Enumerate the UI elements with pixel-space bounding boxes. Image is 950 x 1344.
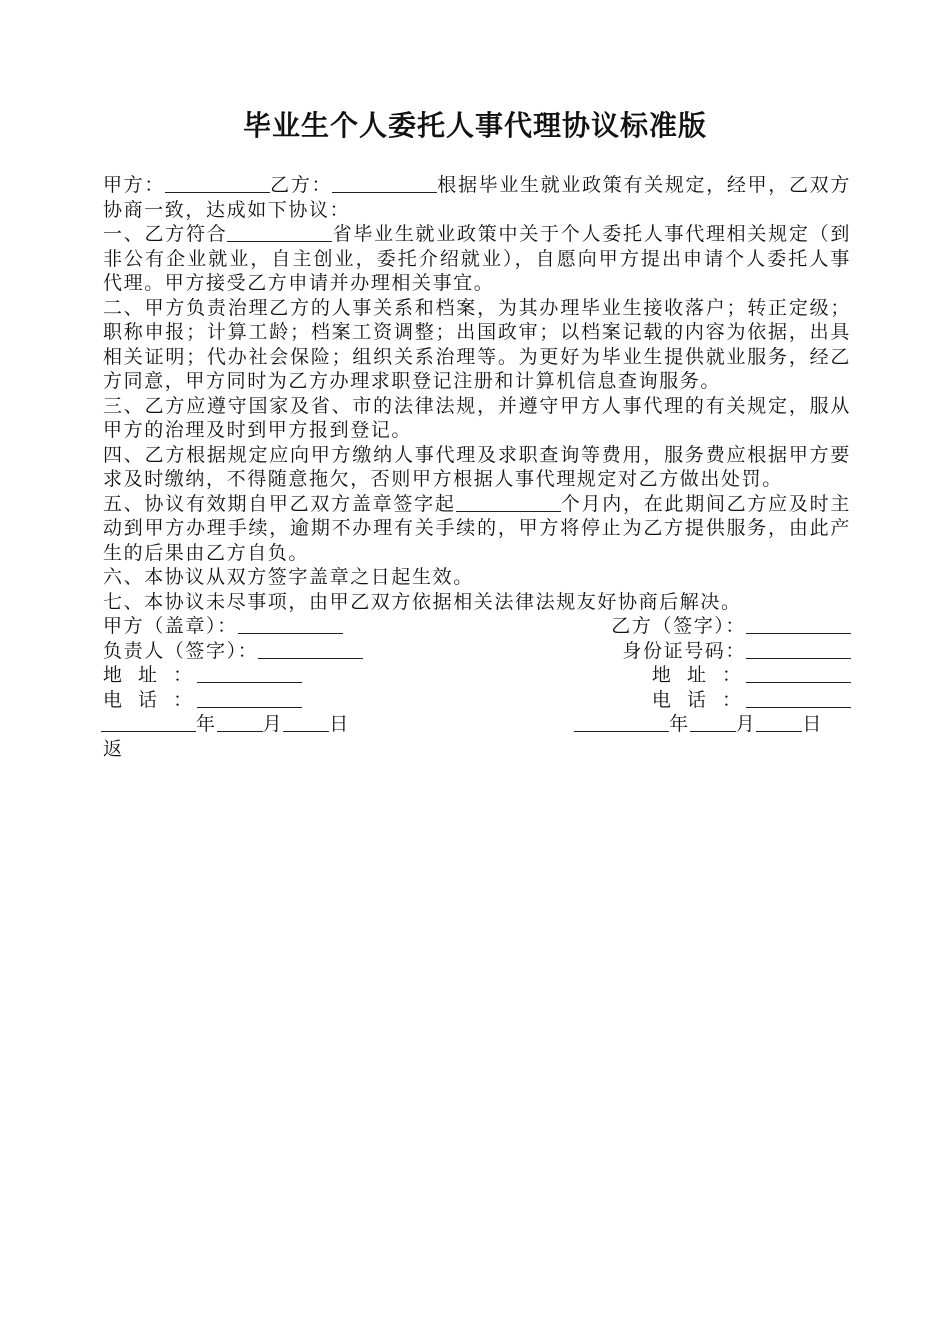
clause-1-text: 省毕业生就业政策中关于个人委托人事代理相关规定（到非公有企业就业，自主创业，委托介绍就业），自愿向甲方提出申请个人委托人事代理。甲方接受乙方申请并办理相关事宜。 [103, 223, 851, 294]
id-number: 身份证号码： [622, 639, 851, 664]
party-b-sign: 乙方（签字）： [611, 614, 851, 639]
signature-row-3 [103, 663, 851, 688]
clause-5-prefix: 五、协议有效期自甲乙双方盖章签字起 [103, 492, 456, 515]
clause-1 [103, 222, 851, 296]
clause-1-prefix: 一、乙方符合 [103, 223, 228, 245]
date-a: 年 月 日 [101, 712, 350, 737]
clause-4: 四、乙方根据规定应向甲方缴纳人事代理及求职查询等费用，服务费应根据甲方要求及时缴纳，不得随意拖欠，否则甲方根据人事代理规定对乙方做出处罚。 [103, 443, 851, 490]
signature-row-1 [103, 614, 851, 639]
intro-text: 根据毕业生就业政策有关规定，经甲，乙双方协商一致，达成如下协议： [103, 174, 851, 221]
clause-6: 六、本协议从双方签字盖章之日起生效。 [103, 566, 474, 588]
signature-row-2 [103, 639, 851, 664]
leader-sign: 负责人（签字）： [103, 639, 363, 664]
phone-b: 电 话 ： [652, 688, 851, 713]
party-a-blank [165, 174, 270, 193]
clause-2: 二、甲方负责治理乙方的人事关系和档案，为其办理毕业生接收落户；转正定级；职称申报；计算工龄；档案工资调整；出国政审；以档案记载的内容为依据，出具相关证明；代办社会保险；组织关系治理等。为更好为毕业生提供就业服务，经乙方同意，甲方同时为乙方办理求职登记注册和计算机信息查询服务。 [103, 296, 851, 392]
party-a-label: 甲方： [103, 174, 166, 196]
document-title: 毕业生个人委托人事代理协议标准版 [242, 109, 707, 142]
phone-a: 电 话 ： [103, 688, 302, 713]
document-body [103, 173, 851, 761]
months-blank [456, 493, 561, 512]
address-b: 地 址 ： [652, 663, 851, 688]
signature-row-4 [103, 688, 851, 713]
address-a: 地 址 ： [103, 663, 302, 688]
footer-text: 返 [103, 737, 124, 760]
province-blank [227, 223, 332, 242]
clause-5 [103, 492, 851, 566]
clause-5-text: 个月内，在此期间乙方应及时主动到甲方办理手续，逾期不办理有关手续的，甲方将停止为乙方提供服务，由此产生的后果由乙方自负。 [103, 492, 851, 564]
party-a-seal: 甲方（盖章）： [103, 614, 343, 639]
clause-7: 七、本协议未尽事项，由甲乙双方依据相关法律法规友好协商后解决。 [103, 590, 742, 613]
intro-paragraph [103, 173, 851, 222]
party-b-label: 乙方： [270, 174, 333, 196]
date-b: 年 月 日 [574, 712, 823, 737]
clause-3: 三、乙方应遵守国家及省、市的法律法规，并遵守甲方人事代理的有关规定，服从甲方的治理及时到甲方报到登记。 [103, 394, 851, 441]
party-b-blank [332, 174, 437, 193]
date-row [103, 712, 851, 737]
